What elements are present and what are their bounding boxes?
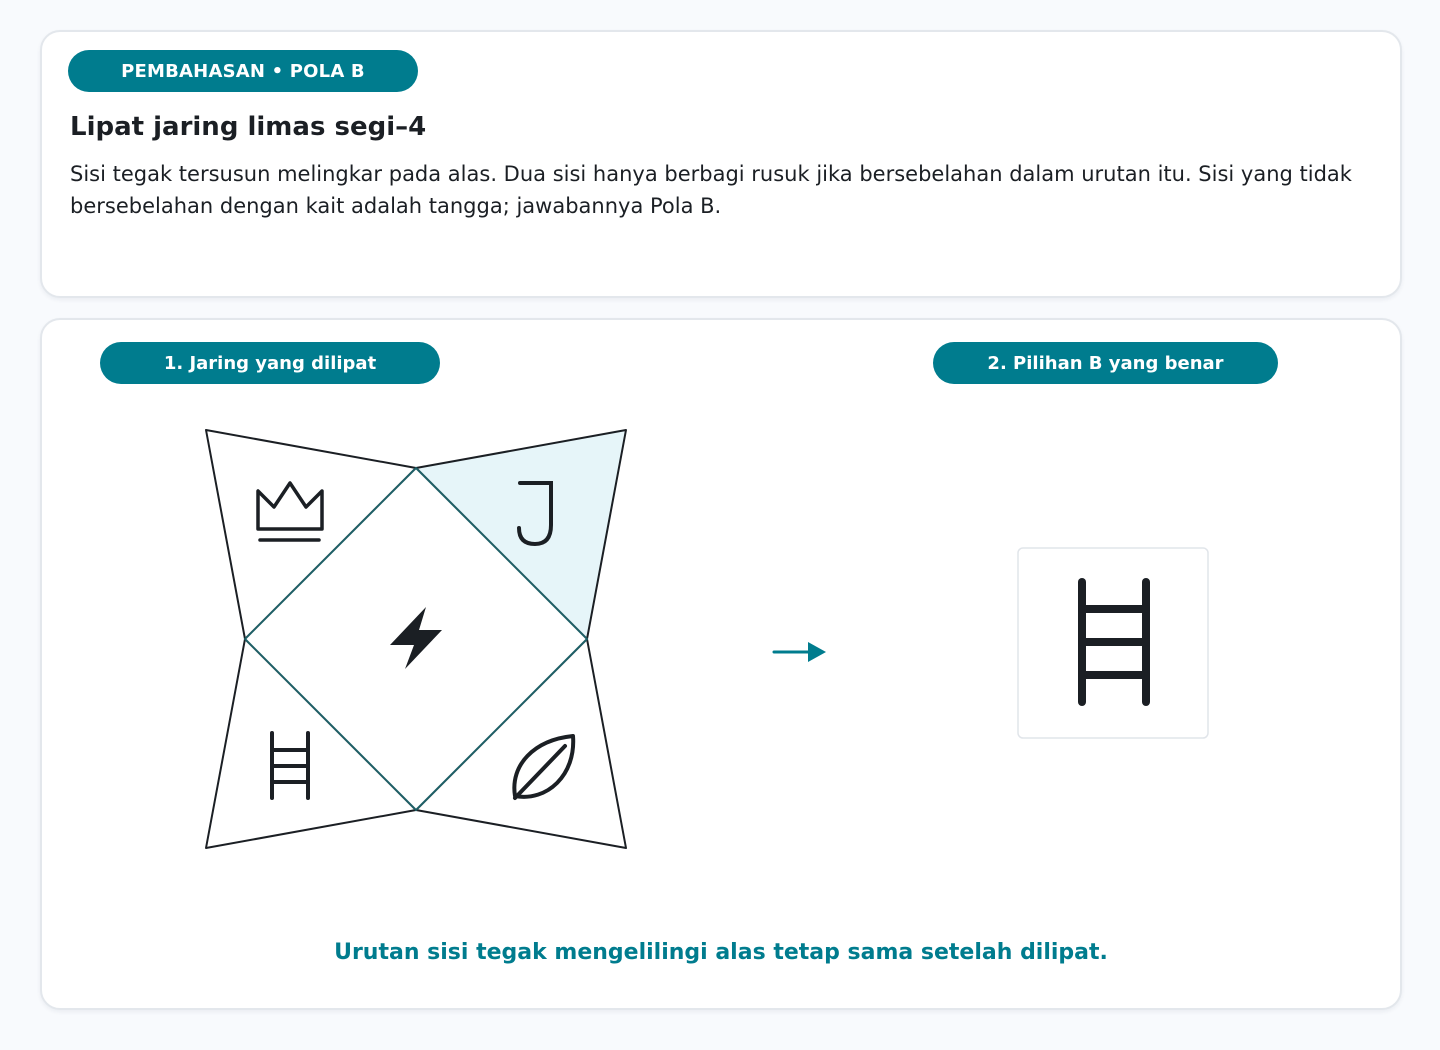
arrow-icon — [774, 642, 826, 662]
diagram-caption: Urutan sisi tegak mengelilingi alas tetap sama setelah dilipat. — [334, 940, 1108, 965]
answer-label: 2. Pilihan B yang benar — [933, 342, 1278, 384]
explanation-title: Lipat jaring limas segi–4 — [70, 112, 427, 142]
folding-diagram — [42, 320, 1400, 1008]
diagram-card — [40, 318, 1402, 1010]
explanation-text: Sisi tegak tersusun melingkar pada alas. Dua sisi hanya berbagi rusuk jika bersebelahan dalam urutan itu. Sisi yang tidak bersebelahan dengan kait adalah tangga; jawabannya Pola B. — [70, 162, 1352, 218]
net-label: 1. Jaring yang dilipat — [100, 342, 440, 384]
section-badge: PEMBAHASAN • POLA B — [68, 50, 418, 92]
explanation-card — [40, 30, 1402, 298]
